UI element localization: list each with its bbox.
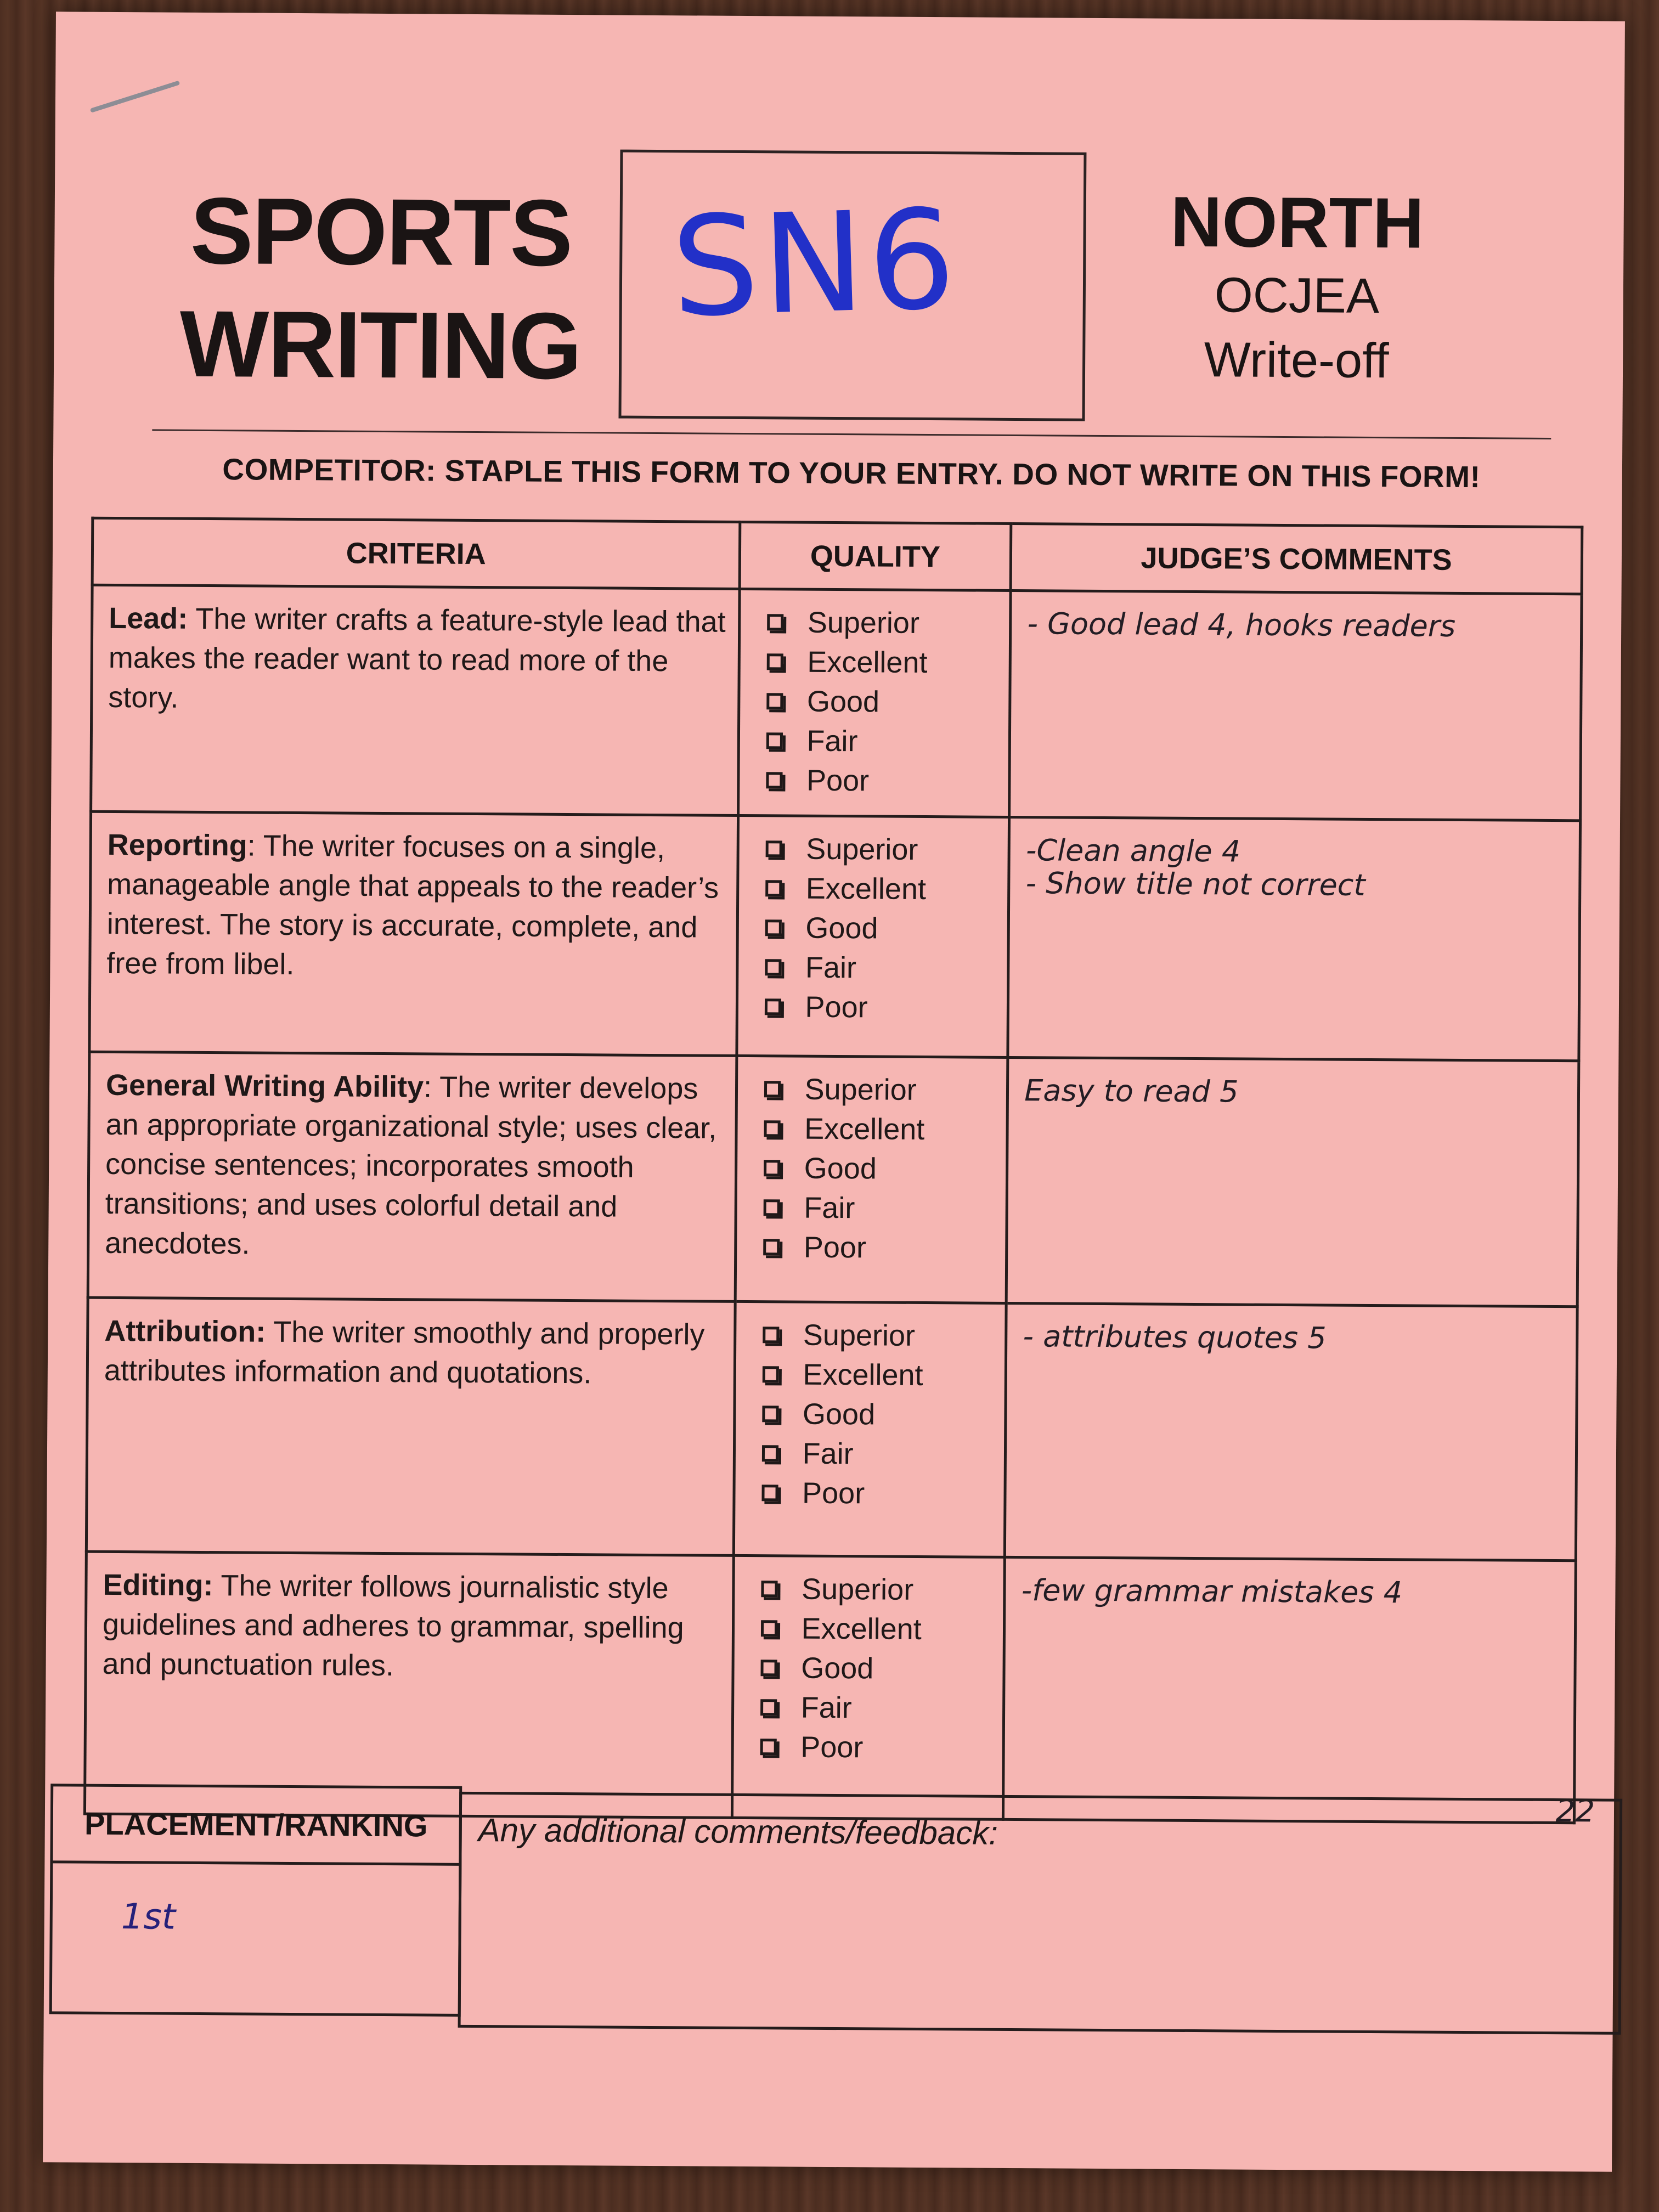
quality-option[interactable] <box>763 1315 1005 1356</box>
quality-label: Good <box>805 911 878 945</box>
quality-option[interactable] <box>761 1473 1004 1514</box>
quality-option[interactable] <box>765 947 1007 989</box>
criteria-cell <box>84 1551 733 1818</box>
checkbox-icon[interactable] <box>762 1366 778 1383</box>
form-title <box>161 174 601 403</box>
total-score: 22 <box>1555 1793 1595 1830</box>
quality-label: Superior <box>807 606 920 640</box>
quality-option[interactable] <box>762 1394 1005 1435</box>
quality-cell <box>735 1056 1008 1303</box>
criteria-cell <box>88 1052 736 1301</box>
comments-header: JUDGE’S COMMENTS <box>1011 523 1582 594</box>
checkbox-icon[interactable] <box>761 1620 777 1637</box>
quality-option[interactable] <box>765 868 1008 910</box>
judge-comment-cell[interactable] <box>1008 817 1580 1060</box>
quality-options <box>766 602 1009 802</box>
rubric-row-attribution <box>86 1297 1577 1561</box>
quality-option[interactable] <box>766 760 1008 802</box>
quality-option[interactable] <box>764 987 1007 1028</box>
criteria-name: General Writing Ability <box>105 1068 424 1104</box>
feedback-label: Any additional comments/feedback: <box>478 1812 998 1852</box>
event-label: Write-off <box>1204 332 1389 389</box>
criteria-name: Lead: <box>109 601 188 635</box>
criteria-cell <box>86 1297 735 1555</box>
quality-option[interactable] <box>763 1188 1006 1229</box>
quality-label: Superior <box>806 832 918 866</box>
quality-option[interactable] <box>762 1355 1005 1396</box>
entry-code: SN6 <box>669 179 961 348</box>
form-title-line1: SPORTS <box>190 178 572 286</box>
quality-option[interactable] <box>766 681 1009 723</box>
checkbox-icon[interactable] <box>765 840 782 857</box>
criteria-description: The writer crafts a feature-style lead that makes the reader want to read more of the story. <box>108 602 726 714</box>
quality-label: Superior <box>801 1572 914 1606</box>
quality-label: Good <box>806 685 880 719</box>
checkbox-icon[interactable] <box>766 772 782 788</box>
quality-options <box>764 829 1008 1028</box>
criteria-description: The writer follows journalistic style guidelines and adheres to grammar, spelling and punctuation rules. <box>102 1569 684 1683</box>
criteria-cell <box>89 811 738 1056</box>
judge-comment: -Clean angle 4 <box>1025 833 1241 869</box>
rubric-row-general-writing <box>88 1052 1579 1307</box>
quality-label: Good <box>800 1651 874 1685</box>
quality-option[interactable] <box>767 602 1009 644</box>
checkbox-icon[interactable] <box>764 998 781 1015</box>
criteria-cell <box>91 585 740 815</box>
judge-comment-cell[interactable] <box>1006 1057 1578 1306</box>
quality-label: Good <box>802 1397 876 1431</box>
criteria-name: Reporting <box>107 828 247 862</box>
checkbox-icon[interactable] <box>765 919 781 936</box>
checkbox-icon[interactable] <box>767 614 783 630</box>
quality-label: Poor <box>800 1730 864 1764</box>
quality-label: Fair <box>802 1437 854 1471</box>
checkbox-icon[interactable] <box>766 732 782 749</box>
placement-header: PLACEMENT/RANKING <box>53 1786 459 1866</box>
checkbox-icon[interactable] <box>763 1239 780 1255</box>
checkbox-icon[interactable] <box>763 1327 779 1343</box>
judge-comment: - Good lead 4, hooks readers <box>1027 606 1456 644</box>
quality-label: Poor <box>806 764 870 798</box>
quality-label: Fair <box>800 1691 852 1725</box>
quality-option[interactable] <box>764 1109 1006 1150</box>
rubric-header-row <box>92 518 1582 594</box>
checkbox-icon[interactable] <box>766 653 783 670</box>
quality-option[interactable] <box>766 721 1008 762</box>
quality-option[interactable] <box>764 1069 1006 1110</box>
checkbox-icon[interactable] <box>764 1081 781 1097</box>
quality-label: Excellent <box>801 1612 922 1646</box>
quality-option[interactable] <box>763 1227 1006 1268</box>
rubric-table <box>83 517 1595 1830</box>
quality-label: Superior <box>803 1318 916 1352</box>
checkbox-icon[interactable] <box>760 1699 777 1716</box>
quality-label: Good <box>804 1152 877 1186</box>
judging-form-paper <box>43 12 1625 2171</box>
criteria-description: The writer smoothly and properly attributes information and quotations. <box>104 1315 705 1390</box>
checkbox-icon[interactable] <box>765 959 781 975</box>
quality-options <box>763 1069 1007 1268</box>
quality-option[interactable] <box>760 1609 1003 1650</box>
quality-option[interactable] <box>761 1569 1003 1610</box>
staple-icon <box>90 81 180 113</box>
checkbox-icon[interactable] <box>760 1739 776 1755</box>
quality-option[interactable] <box>760 1727 1002 1768</box>
quality-option[interactable] <box>765 829 1008 870</box>
checkbox-icon[interactable] <box>764 1160 780 1176</box>
quality-label: Excellent <box>805 872 927 906</box>
criteria-name: Attribution: <box>104 1314 266 1348</box>
quality-option[interactable] <box>764 1148 1006 1189</box>
quality-header: QUALITY <box>740 522 1011 590</box>
placement-value[interactable]: 1st <box>121 1897 176 1938</box>
placement-box <box>49 1784 462 2017</box>
entry-code-box <box>618 150 1086 421</box>
quality-option[interactable] <box>766 642 1009 683</box>
judge-comment: - Show title not correct <box>1025 866 1365 902</box>
competitor-instruction: COMPETITOR: STAPLE THIS FORM TO YOUR ENTRY. DO NOT WRITE ON THIS FORM! <box>222 452 1481 494</box>
rubric-row-lead <box>91 585 1582 821</box>
criteria-description: : The writer focuses on a single, manageable angle that appeals to the reader’s interest. The story is accurate, complete, and free from libel. <box>106 829 719 981</box>
quality-label: Superior <box>804 1073 917 1107</box>
quality-label: Poor <box>803 1231 867 1265</box>
quality-label: Poor <box>805 990 868 1024</box>
quality-label: Excellent <box>803 1358 923 1392</box>
judge-comment-cell[interactable] <box>1005 1303 1578 1560</box>
organization-label: OCJEA <box>1214 268 1380 324</box>
quality-label: Poor <box>802 1476 865 1510</box>
judge-comment-cell[interactable] <box>1009 590 1582 820</box>
checkbox-icon[interactable] <box>765 880 782 896</box>
checkbox-icon[interactable] <box>761 1445 778 1462</box>
checkbox-icon[interactable] <box>764 1120 780 1137</box>
contest-info <box>1118 180 1476 394</box>
judge-comment: -few grammar mistakes 4 <box>1021 1573 1403 1610</box>
quality-cell <box>736 815 1009 1057</box>
checkbox-icon[interactable] <box>761 1485 778 1501</box>
quality-option[interactable] <box>760 1648 1003 1689</box>
quality-label: Fair <box>805 951 857 985</box>
quality-label: Excellent <box>807 645 928 680</box>
criteria-description: : The writer develops an appropriate organizational style; uses clear, concise sentences; incorporates smooth transitions; and uses colorful detail and anecdotes. <box>105 1070 717 1261</box>
form-title-line2: WRITING <box>179 291 582 399</box>
quality-option[interactable] <box>761 1434 1004 1475</box>
checkbox-icon[interactable] <box>761 1581 777 1597</box>
checkbox-icon[interactable] <box>766 693 783 709</box>
criteria-header: CRITERIA <box>92 518 740 589</box>
checkbox-icon[interactable] <box>762 1406 778 1422</box>
divider <box>152 429 1551 439</box>
judge-comment: - attributes quotes 5 <box>1023 1319 1327 1356</box>
rubric-row-editing <box>84 1551 1576 1823</box>
quality-label: Fair <box>804 1191 855 1225</box>
quality-option[interactable] <box>765 908 1007 949</box>
criteria-name: Editing: <box>103 1568 213 1602</box>
quality-option[interactable] <box>760 1688 1003 1729</box>
rubric-row-reporting <box>89 811 1581 1061</box>
quality-label: Excellent <box>804 1112 925 1147</box>
quality-cell <box>738 589 1011 817</box>
quality-label: Fair <box>806 724 858 758</box>
feedback-box[interactable] <box>458 1792 1623 2035</box>
checkbox-icon[interactable] <box>763 1199 780 1216</box>
quality-options <box>761 1315 1005 1514</box>
quality-cell <box>732 1555 1005 1819</box>
judge-comment: Easy to read 5 <box>1024 1073 1239 1109</box>
quality-options <box>760 1569 1003 1768</box>
checkbox-icon[interactable] <box>760 1660 777 1676</box>
judge-comment-cell[interactable] <box>1003 1557 1595 1830</box>
quality-cell <box>733 1301 1006 1557</box>
region-label: NORTH <box>1170 181 1425 263</box>
